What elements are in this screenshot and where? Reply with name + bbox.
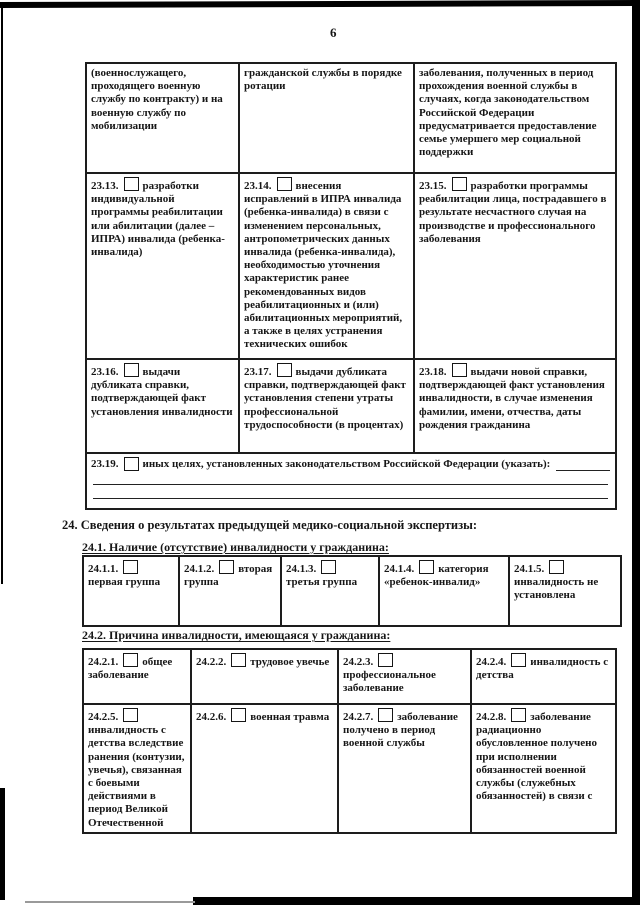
checkbox-23-13[interactable] [124,177,139,191]
cell-24-2-8 [471,704,616,833]
scan-artifact-right-bar [632,0,640,905]
item-number: 24.2.8. [476,711,507,723]
item-label: профессиональное заболевание [343,669,436,695]
item-number: 23.13. [91,180,119,192]
item-label: первая группа [88,576,161,589]
disability-group-table [82,555,622,627]
checkbox-24-1-2[interactable] [219,560,234,574]
checkbox-24-1-1[interactable] [123,560,138,574]
item-label: заболевание получено в период военной службы [343,711,458,750]
cell-24-1-3 [281,556,379,626]
item-label: выдачи дубликата справки, подтверждающей факт установления инвалидности [91,366,233,418]
item-label: разработки индивидуальной программы реабилитации или абилитации (далее – ИПРА) инвалида (ребенка-инвалида) [91,180,225,259]
item-number: 23.17. [244,366,272,378]
cell-24-2-4 [471,649,616,704]
item-label: инвалидность с детства вследствие ранения (контузии, увечья), связанная с боевыми действиями в период Великой Отечественной [88,724,185,829]
checkbox-24-2-6[interactable] [231,708,246,722]
item-label: внесения исправлений в ИПРА инвалида (ребенка-инвалида) в связи с изменением персональных, антропометрических данных инвалида (ребенка-инвалида), необходимостью уточнения характеристик ранее рекомендованных видов реабилитационных и (или) абилитационных мероприятий, а также в целях устранения технических ошибок [244,180,403,351]
cell-23-14 [239,173,414,359]
cell-24-1-1 [83,556,179,626]
scan-artifact-bottom-bar [193,897,640,905]
item-label: заболевание радиационно обусловленное получено при исполнении обязанностей военной службы (служебных обязанностей) в связи с [476,711,597,803]
cell-24-2-1 [83,649,191,704]
cell-text: гражданской службы в порядке ротации [244,67,402,93]
checkbox-23-18[interactable] [452,363,467,377]
page-number: 6 [330,25,337,40]
cell-23-16 [86,359,239,453]
cell-23-18 [414,359,616,453]
checkbox-24-2-5[interactable] [123,708,138,722]
table-row [83,649,616,704]
write-in-line[interactable] [556,460,610,471]
table-row [86,359,616,453]
table-row [86,453,616,509]
checkbox-24-2-8[interactable] [511,708,526,722]
item-number: 24.2.2. [196,656,227,668]
item-label: общее заболевание [88,656,173,682]
item-label: третья группа [286,576,358,589]
item-label: инвалидность с детства [476,656,609,682]
cell-23-17 [239,359,414,453]
cell-purpose-continuation-3 [414,63,616,173]
checkbox-24-2-4[interactable] [511,653,526,667]
cell-24-2-2 [191,649,338,704]
item-number: 23.18. [419,366,447,378]
purpose-table [85,62,617,510]
checkbox-24-2-1[interactable] [123,653,138,667]
cell-24-1-2 [179,556,281,626]
cell-purpose-continuation-1 [86,63,239,173]
checkbox-24-1-3[interactable] [321,560,336,574]
item-number: 24.1.4. [384,563,415,575]
cell-23-19 [86,453,616,509]
scan-artifact-top-bar [0,0,640,8]
blank-line[interactable] [93,471,608,485]
item-label: вторая группа [184,563,273,589]
item-number: 23.14. [244,180,272,192]
cell-24-2-3 [338,649,471,704]
section-24-title: 24. Сведения о результатах предыдущей медико-социальной экспертизы: [62,518,478,532]
item-label: категория «ребенок-инвалид» [384,563,489,589]
table-row [86,63,616,173]
checkbox-24-2-3[interactable] [378,653,393,667]
cell-24-2-5 [83,704,191,833]
item-label: выдачи новой справки, подтверждающей факт установления инвалидности, в случае изменения фамилии, имени, отчества, даты рождения гражданина [419,366,605,431]
item-label: иных целях, установленных законодательством Российской Федерации (указать): [142,457,551,470]
item-number: 23.19. [91,457,119,470]
item-number: 24.2.5. [88,711,119,723]
item-number: 24.1.2. [184,563,215,575]
checkbox-23-15[interactable] [452,177,467,191]
cell-24-2-6 [191,704,338,833]
cell-text: (военнослужащего, проходящего военную службу по контракту) и на военную службу по мобилизации [91,67,223,132]
checkbox-24-1-4[interactable] [419,560,434,574]
item-number: 24.1.5. [514,563,545,575]
cell-23-15 [414,173,616,359]
checkbox-23-16[interactable] [124,363,139,377]
scan-artifact-bottom-gray-line [25,901,195,903]
cell-purpose-continuation-2 [239,63,414,173]
cell-24-2-7 [338,704,471,833]
checkbox-23-14[interactable] [277,177,292,191]
table-row [83,704,616,833]
item-label: инвалидность не установлена [514,576,599,602]
item-number: 24.1.1. [88,563,119,575]
item-number: 23.16. [91,366,119,378]
item-label: выдачи дубликата справки, подтверждающей факт установления степени утраты профессиональной трудоспособности (в процентах) [244,366,406,431]
item-number: 24.2.1. [88,656,119,668]
checkbox-23-19[interactable] [124,457,139,471]
item-label: военная травма [250,711,330,723]
disability-cause-table [82,648,617,834]
section-24-2-title: 24.2. Причина инвалидности, имеющаяся у гражданина: [82,628,391,642]
blank-line[interactable] [93,485,608,499]
item-number: 24.2.6. [196,711,227,723]
item-number: 24.2.7. [343,711,374,723]
cell-23-13 [86,173,239,359]
table-row [83,556,621,626]
checkbox-24-2-7[interactable] [378,708,393,722]
item-label: трудовое увечье [250,656,330,668]
scan-artifact-left-line [1,4,3,584]
checkbox-24-1-5[interactable] [549,560,564,574]
item-number: 24.1.3. [286,563,317,575]
cell-text: заболевания, полученных в период прохождения военной службы в случаях, когда законодательством Российской Федерации предусматривается предоставление семье умершего мер социальной поддержки [419,67,597,159]
table-row [86,173,616,359]
item-23-19-line [91,457,610,471]
item-number: 24.2.4. [476,656,507,668]
item-label: разработки программы реабилитации лица, пострадавшего в результате несчастного случая на производстве и профессионального заболевания [419,180,607,245]
section-24-1-title: 24.1. Наличие (отсутствие) инвалидности у гражданина: [82,540,389,554]
checkbox-23-17[interactable] [277,363,292,377]
cell-24-1-4 [379,556,509,626]
scan-artifact-left-mark [0,788,5,900]
checkbox-24-2-2[interactable] [231,653,246,667]
cell-24-1-5 [509,556,621,626]
item-number: 23.15. [419,180,447,192]
item-number: 24.2.3. [343,656,374,668]
